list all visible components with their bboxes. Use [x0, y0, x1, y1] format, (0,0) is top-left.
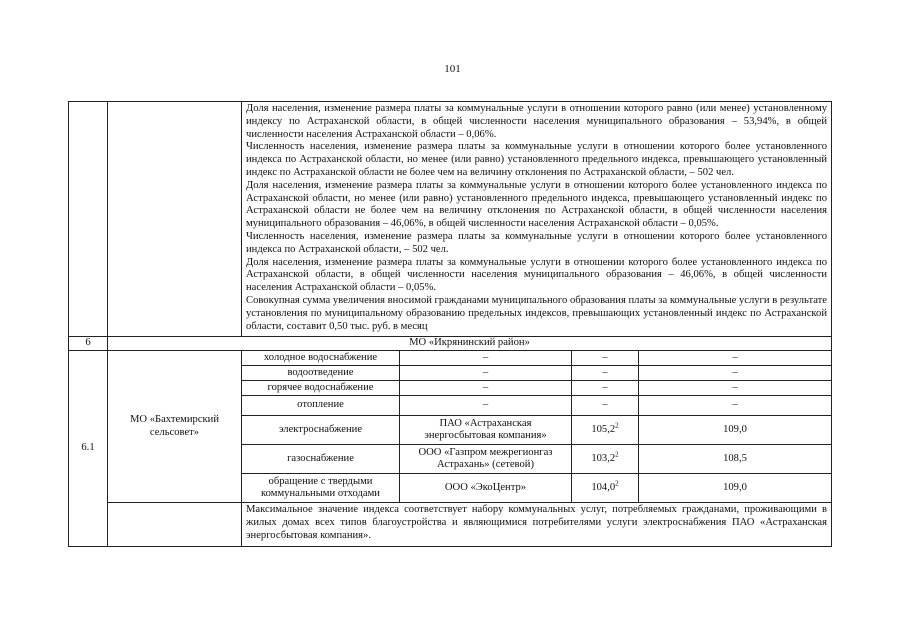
index-number: 105,2	[591, 423, 616, 435]
max-index-value: –	[639, 396, 832, 416]
note-row	[69, 503, 832, 546]
paragraph-population-above-index: Численность населения, изменение размера платы за коммунальные услуги в отношении которого более установленного индекса по Астраханской области, – 502 чел.	[246, 230, 827, 255]
max-index-value: –	[639, 351, 832, 366]
max-index-value: –	[639, 366, 832, 381]
footnote-mark: 2	[615, 421, 619, 430]
provider-name: ООО «Газпром межрегионгаз Астрахань» (сетевой)	[400, 445, 572, 474]
section-number: 6	[69, 337, 108, 351]
page-number: 101	[444, 63, 461, 75]
service-name: электроснабжение	[242, 416, 400, 445]
service-name: обращение с твердыми коммунальными отходами	[242, 474, 400, 503]
paragraph-share-above-index: Доля населения, изменение размера платы за коммунальные услуги в отношении которого более установленного индекса по Астраханской области, в общей численности населения муниципального образования – 46,06%, в общей численности населения Астраханской области – 0,05%.	[246, 256, 827, 294]
note-cell	[242, 503, 832, 546]
max-index-value: –	[639, 381, 832, 396]
service-name: горячее водоснабжение	[242, 381, 400, 396]
footnote-mark: 2	[615, 450, 619, 459]
paragraph-population-between-indexes: Численность населения, изменение размера платы за коммунальные услуги в отношении которого более установленного индекса по Астраханской области, но менее (или равно) установленного предельного индекса, превышающего установленный индекс по Астраханской области не более чем на величину отклонения по Астраханской области, – 502 чел.	[246, 141, 827, 178]
top-empty-name-cell	[108, 102, 242, 337]
note-empty-cell	[108, 503, 242, 546]
section-title: МО «Икрянинский район»	[108, 337, 832, 351]
index-number: 104,0	[591, 481, 616, 493]
provider-name: –	[400, 351, 572, 366]
municipality-name: МО «Бахтемирский сельсовет»	[108, 351, 242, 503]
service-name: отопление	[242, 396, 400, 416]
section-header-row	[69, 337, 832, 351]
provider-name: –	[400, 366, 572, 381]
service-name: водоотведение	[242, 366, 400, 381]
index-value	[572, 474, 639, 503]
paragraph-share-between-indexes: Доля населения, изменение размера платы за коммунальные услуги в отношении которого более установленного индекса по Астраханской области, но менее (или равно) установленного предельного индекса, превышающего установленный индекс по Астраханской области не более чем на величину отклонения по Астраханской области, в общей численности населения муниципального образования – 46,06%, в общей численности населения Астраханской области – 0,05%.	[246, 179, 827, 230]
index-value: –	[572, 366, 639, 381]
provider-name: –	[400, 396, 572, 416]
index-value: –	[572, 381, 639, 396]
top-text-row	[69, 102, 832, 337]
note-text: Максимальное значение индекса соответствует набору коммунальных услуг, потребляемых гражданами, проживающими в жилых домах всех типов благоустройства и являющимися потребителями услуги электроснабжения ПАО «Астраханская энергосбытовая компания».	[246, 504, 827, 541]
top-text-cell	[242, 102, 832, 337]
max-index-value: 109,0	[639, 474, 832, 503]
index-value	[572, 445, 639, 474]
service-name: газоснабжение	[242, 445, 400, 474]
paragraph-share-below-index: Доля населения, изменение размера платы за коммунальные услуги в отношении которого равно (или менее) установленному индексу по Астраханской области, в общей численности населения муниципального образования – 53,94%, в общей численности населения Астраханской области – 0,06%.	[246, 103, 827, 140]
provider-name: –	[400, 381, 572, 396]
service-row	[69, 351, 832, 366]
index-value: –	[572, 351, 639, 366]
top-empty-number-cell	[69, 102, 108, 337]
provider-name: ПАО «Астраханская энергосбытовая компания»	[400, 416, 572, 445]
index-number: 103,2	[591, 452, 616, 464]
max-index-value: 108,5	[639, 445, 832, 474]
service-name: холодное водоснабжение	[242, 351, 400, 366]
index-value	[572, 416, 639, 445]
index-value: –	[572, 396, 639, 416]
tariff-table	[68, 101, 832, 547]
provider-name: ООО «ЭкоЦентр»	[400, 474, 572, 503]
paragraph-total-increase: Совокупная сумма увеличения вносимой гражданами муниципального образования платы за коммунальные услуги в результате установления по муниципальному образованию предельных индексов, превышающих установленный индекс по Астраханской области, составит 0,50 тыс. руб. в месяц	[246, 294, 827, 332]
subsection-number: 6.1	[69, 351, 108, 546]
footnote-mark: 2	[615, 479, 619, 488]
max-index-value: 109,0	[639, 416, 832, 445]
